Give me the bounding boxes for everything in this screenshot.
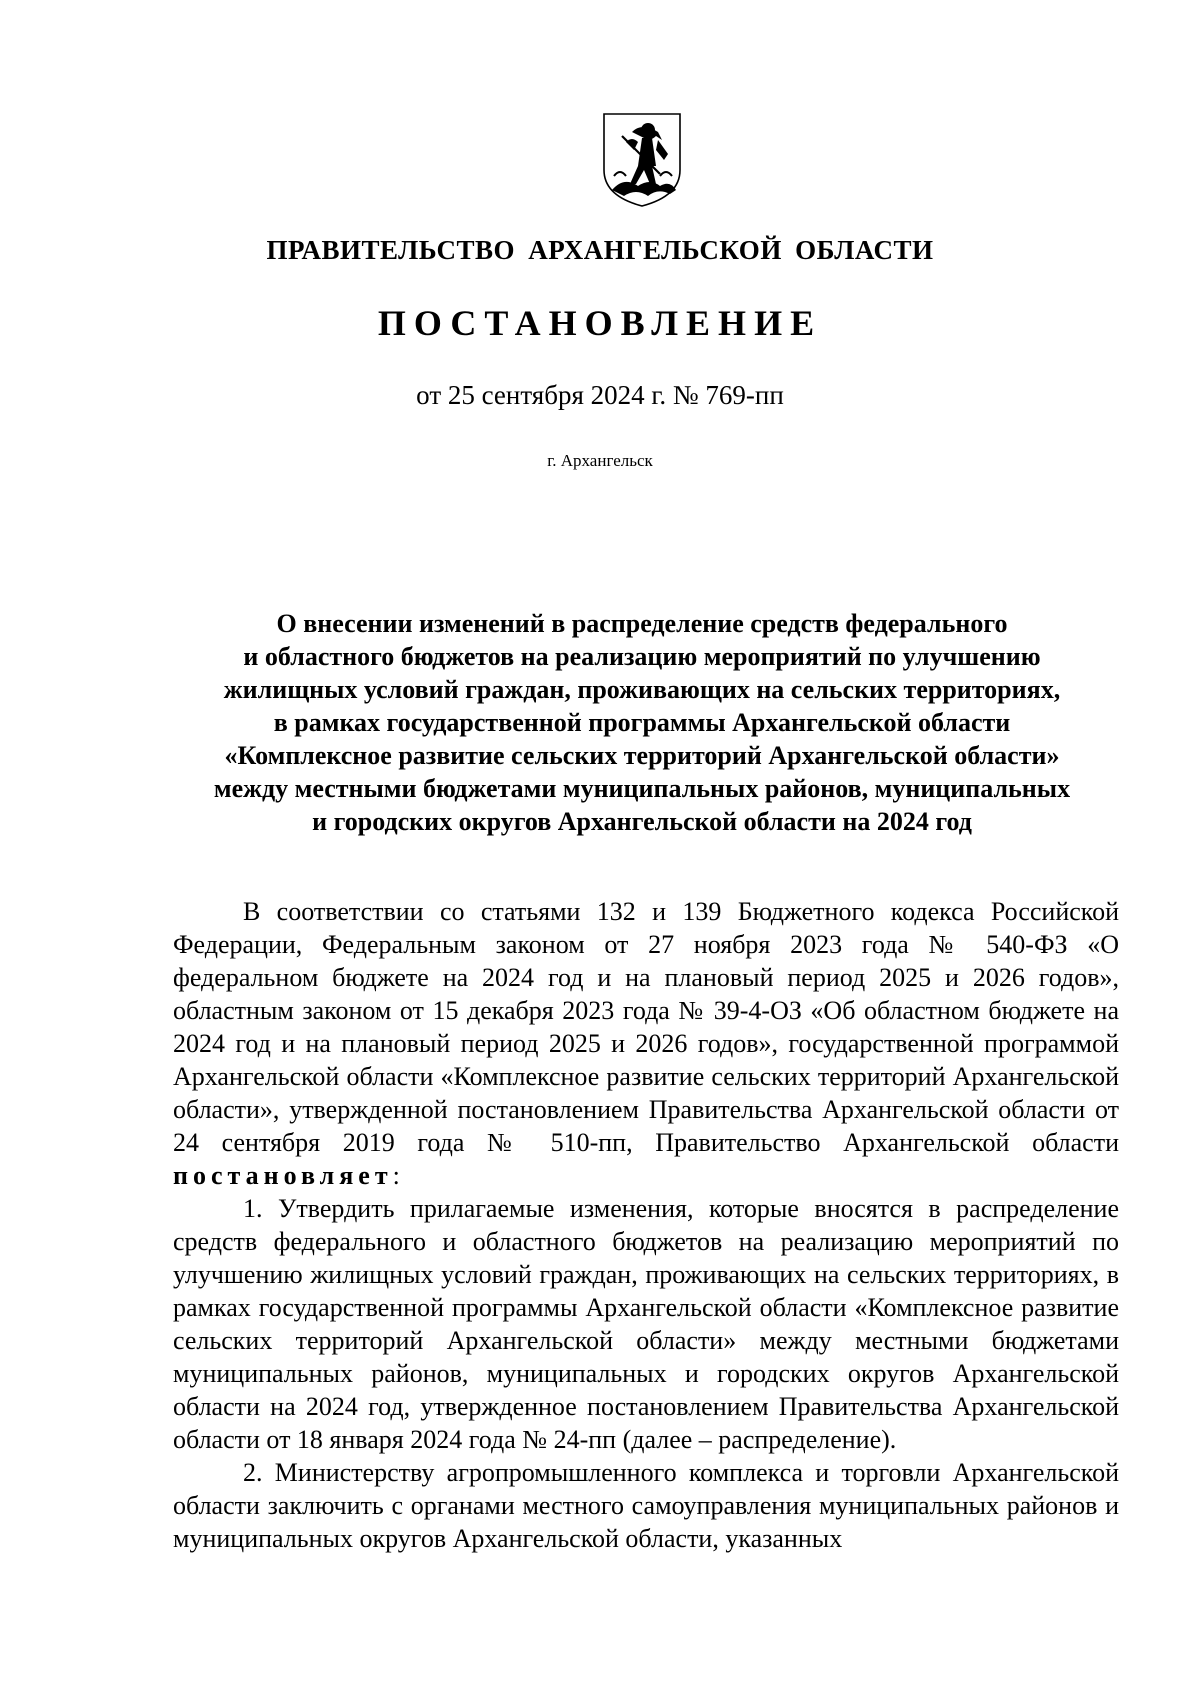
- document-body: [173, 895, 1119, 1555]
- title-line: «Комплексное развитие сельских территорий Архангельской области»: [224, 741, 1060, 770]
- title-line: и городских округов Архангельской области на 2024 год: [312, 807, 972, 836]
- title-line: между местными бюджетами муниципальных районов, муниципальных: [213, 774, 1071, 803]
- document-type: ПОСТАНОВЛЕНИЕ: [377, 303, 823, 343]
- title-line: жилищных условий граждан, проживающих на сельских территориях,: [223, 675, 1061, 704]
- title-line: в рамках государственной программы Архангельской области: [273, 708, 1011, 737]
- preamble-paragraph: [173, 895, 1119, 1192]
- item-1-paragraph: 1. Утвердить прилагаемые изменения, которые вносятся в распределение средств федерального и областного бюджетов на реализацию мероприятий по улучшению жилищных условий граждан, проживающих на сельских территориях, в рамках государственной программы Архангельской области «Комплексное развитие сельских территорий Архангельской области» между местными бюджетами муниципальных районов, муниципальных и городских округов Архангельской области на 2024 год, утвержденное постановлением Правительства Архангельской области от 18 января 2024 года № 24-пп (далее – распределение).: [173, 1194, 1119, 1454]
- organization-name: ПРАВИТЕЛЬСТВО АРХАНГЕЛЬСКОЙ ОБЛАСТИ: [266, 235, 934, 265]
- item-2-paragraph: 2. Министерству агропромышленного комплекса и торговли Архангельской области заключить с органами местного самоуправления муниципальных районов и муниципальных округов Архангельской области, указанных: [173, 1458, 1119, 1553]
- preamble-text: В соответствии со статьями 132 и 139 Бюджетного кодекса Российской Федерации, Федеральным законом от 27 ноября 2023 года № 540-ФЗ «О федеральном бюджете на 2024 год и на плановый период 2025 и 2026 годов», областным законом от 15 декабря 2023 года № 39-4-ОЗ «Об областном бюджете на 2024 год и на плановый период 2025 и 2026 годов», государственной программой Архангельской области «Комплексное развитие сельских территорий Архангельской области», утвержденной постановлением Правительства Архангельской области от 24 сентября 2019 года № 510-пп, Правительство Архангельской области: [173, 897, 1119, 1157]
- title-line: и областного бюджетов на реализацию мероприятий по улучшению: [243, 642, 1041, 671]
- resolves-colon: :: [392, 1161, 400, 1190]
- resolves-word: постановляет: [173, 1161, 393, 1190]
- title-line: О внесении изменений в распределение средств федерального: [276, 609, 1008, 638]
- document-title: [150, 607, 1134, 838]
- coat-of-arms-emblem: [598, 110, 686, 210]
- document-date-number: от 25 сентября 2024 г. № 769-пп: [416, 380, 784, 410]
- document-city: г. Архангельск: [547, 451, 653, 470]
